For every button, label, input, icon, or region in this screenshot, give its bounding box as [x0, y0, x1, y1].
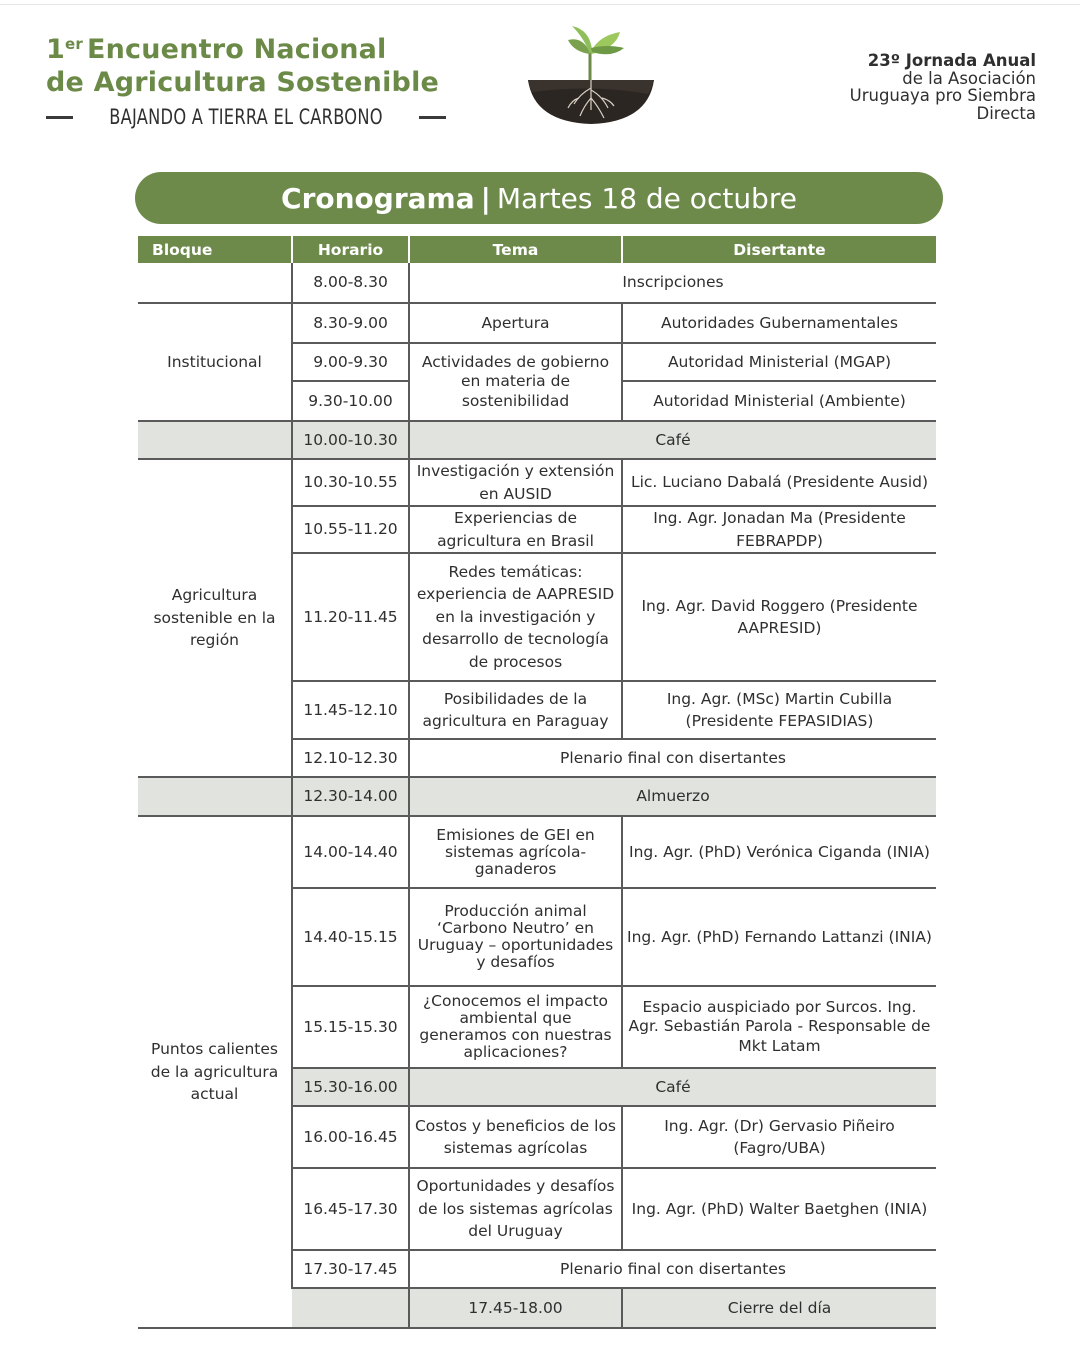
block-cell-empty: [138, 777, 292, 816]
tema-cell: Actividades de gobierno en materia de sostenibilidad: [409, 343, 622, 421]
subtitle-dash-right: [419, 116, 446, 119]
disertante-cell: Autoridad Ministerial (MGAP): [622, 343, 936, 381]
banner-date: Martes 18 de octubre: [496, 181, 797, 215]
time-cell: 10.00-10.30: [292, 421, 409, 459]
time-cell: 17.45-18.00: [409, 1288, 622, 1328]
jornada-line-4: Directa: [976, 103, 1036, 123]
header-tema: Tema: [409, 236, 622, 263]
time-cell: 8.00-8.30: [292, 263, 409, 303]
tema-cell: Café: [409, 1068, 936, 1106]
banner-title: Cronograma: [281, 181, 475, 215]
block-cell-empty: [292, 1288, 409, 1328]
tema-cell: Experiencias de agricultura en Brasil: [409, 506, 622, 553]
tema-cell: Plenario final con disertantes: [409, 1250, 936, 1288]
title-line-2: de Agricultura Sostenible: [46, 67, 440, 98]
header-horario: Horario: [292, 236, 409, 263]
table-row: [138, 459, 936, 506]
seedling-logo-icon: [524, 18, 660, 130]
tema-cell: Investigación y extensión en AUSID: [409, 459, 622, 506]
disertante-cell: Ing. Agr. (PhD) Fernando Lattanzi (INIA): [622, 888, 936, 986]
tema-cell: Almuerzo: [409, 777, 936, 816]
table-row: [138, 263, 936, 303]
time-cell: 12.10-12.30: [292, 739, 409, 777]
banner-separator: |: [480, 181, 491, 215]
tema-cell: ¿Conocemos el impacto ambiental que generamos con nuestras aplicaciones?: [409, 986, 622, 1068]
tema-cell: Producción animal ‘Carbono Neutro’ en Uruguay – oportunidades y desafíos: [409, 888, 622, 986]
title-line-1: [46, 28, 446, 66]
disertante-cell: Ing. Agr. David Roggero (Presidente AAPRESID): [622, 553, 936, 681]
tema-cell: Apertura: [409, 303, 622, 343]
tema-cell: Plenario final con disertantes: [409, 739, 936, 777]
time-cell: 14.40-15.15: [292, 888, 409, 986]
disertante-cell: Autoridades Gubernamentales: [622, 303, 936, 343]
block-institucional: Institucional: [138, 303, 292, 421]
time-cell: 10.55-11.20: [292, 506, 409, 553]
table-row: [138, 303, 936, 343]
disertante-cell: Ing. Agr. (PhD) Walter Baetghen (INIA): [622, 1168, 936, 1250]
schedule-table: [138, 236, 936, 1329]
jornada-line-3: Uruguaya pro Siembra: [849, 86, 1036, 105]
header-disertante: Disertante: [622, 236, 936, 263]
time-cell: 17.30-17.45: [292, 1250, 409, 1288]
block-agricultura: Agricultura sostenible en la región: [138, 459, 292, 777]
disertante-cell: Ing. Agr. (PhD) Verónica Ciganda (INIA): [622, 816, 936, 888]
disertante-cell: Autoridad Ministerial (Ambiente): [622, 381, 936, 421]
time-cell: 15.15-15.30: [292, 986, 409, 1068]
subtitle-dash-left: [46, 116, 73, 119]
tema-cell: Cierre del día: [622, 1288, 936, 1328]
tema-cell: Oportunidades y desafíos de los sistemas agrícolas del Uruguay: [409, 1168, 622, 1250]
tema-cell: Café: [409, 421, 936, 459]
jornada-line-2: de la Asociación: [902, 68, 1036, 88]
schedule-banner: [135, 172, 943, 224]
time-cell: 14.00-14.40: [292, 816, 409, 888]
block-puntos: Puntos calientes de la agricultura actual: [138, 816, 292, 1328]
title-line-1-text: Encuentro Nacional: [86, 34, 387, 65]
time-cell: 12.30-14.00: [292, 777, 409, 816]
time-cell: 16.00-16.45: [292, 1106, 409, 1168]
subtitle-row: [46, 105, 446, 129]
time-cell: 11.20-11.45: [292, 553, 409, 681]
time-cell: 9.30-10.00: [292, 381, 409, 421]
title-ordinal: 1: [46, 34, 65, 65]
table-row-break: [138, 421, 936, 459]
time-cell: 8.30-9.00: [292, 303, 409, 343]
disertante-cell: Ing. Agr. (Dr) Gervasio Piñeiro (Fagro/UBA): [622, 1106, 936, 1168]
block-cell-empty: [138, 263, 292, 303]
time-cell: 10.30-10.55: [292, 459, 409, 506]
tema-cell: Emisiones de GEI en sistemas agrícola-ganaderos: [409, 816, 622, 888]
time-cell: 16.45-17.30: [292, 1168, 409, 1250]
block-cell-empty: [138, 421, 292, 459]
top-divider: [0, 4, 1080, 5]
jornada-line-1: 23º Jornada Anual: [867, 51, 1036, 70]
table-row: [138, 816, 936, 888]
table-row-break: [138, 777, 936, 816]
time-cell: 15.30-16.00: [292, 1068, 409, 1106]
title-ordinal-suffix: er: [65, 35, 83, 53]
tema-cell: Posibilidades de la agricultura en Paraguay: [409, 681, 622, 739]
jornada-info: [776, 52, 1036, 122]
tema-cell: Costos y beneficios de los sistemas agrícolas: [409, 1106, 622, 1168]
disertante-cell: Espacio auspiciado por Surcos. Ing. Agr. Sebastián Parola - Responsable de Mkt Latam: [622, 986, 936, 1068]
time-cell: 9.00-9.30: [292, 343, 409, 381]
tema-cell: Redes temáticas: experiencia de AAPRESID en la investigación y desarrollo de tecnología de procesos: [409, 553, 622, 681]
table-header-row: [138, 236, 936, 263]
disertante-cell: Lic. Luciano Dabalá (Presidente Ausid): [622, 459, 936, 506]
subtitle: BAJANDO A TIERRA EL CARBONO: [109, 105, 383, 129]
event-title: [46, 28, 446, 129]
header-bloque: Bloque: [138, 236, 292, 263]
disertante-cell: Ing. Agr. (MSc) Martin Cubilla (Presidente FEPASIDIAS): [622, 681, 936, 739]
tema-cell: Inscripciones: [409, 263, 936, 303]
time-cell: 11.45-12.10: [292, 681, 409, 739]
disertante-cell: Ing. Agr. Jonadan Ma (Presidente FEBRAPDP): [622, 506, 936, 553]
